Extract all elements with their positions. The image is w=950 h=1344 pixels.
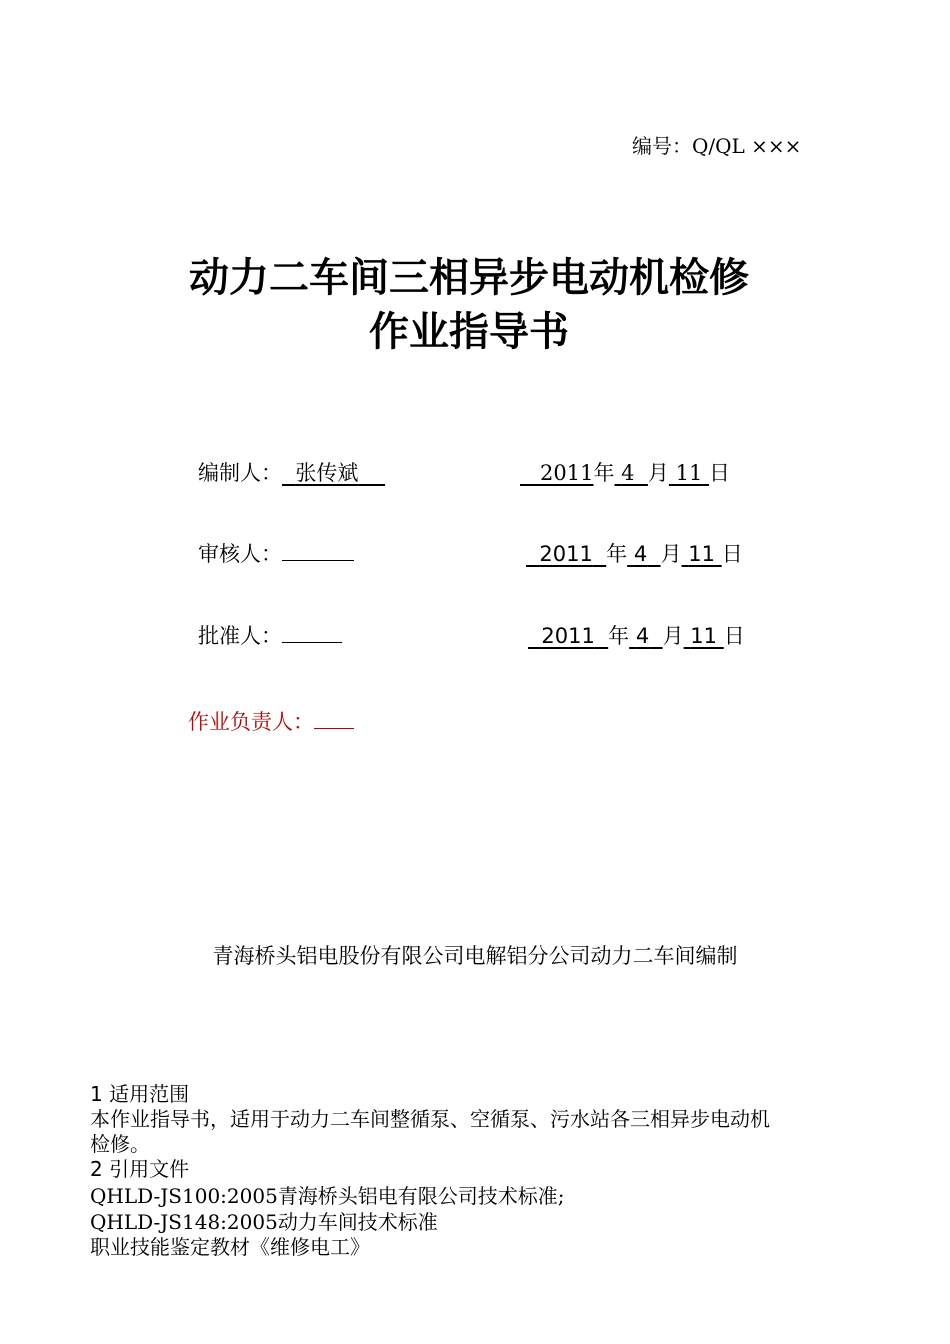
compiler-year-value: 2011 [540,461,594,485]
reviewer-blank [282,538,354,561]
approver-year [528,624,608,648]
section-1-text: 本作业指导书，适用于动力二车间整循泵、空循泵、污水站各三相异步电动机 [90,1107,770,1131]
reviewer-month [627,542,660,566]
reviewer-date [526,538,743,568]
section-2-heading: 2 引用文件 [90,1157,190,1181]
day-unit: 日 [709,461,731,485]
reviewer-row [198,538,354,568]
reviewer-year-value: 2011 [539,542,593,566]
year-unit: 年 [606,542,628,566]
issuing-unit: 青海桥头铝电股份有限公司电解铝分公司动力二车间编制 [212,944,738,968]
compiler-day [669,461,709,485]
responsible-blank [314,706,354,729]
compiler-label: 编制人： [198,461,282,485]
day-unit: 日 [721,542,743,566]
compiler-month [614,461,647,485]
approver-day [684,624,724,648]
reviewer-label: 审核人： [198,542,282,566]
approver-month-value: 4 [635,624,650,648]
approver-month [629,624,662,648]
year-unit: 年 [593,461,615,485]
compiler-name-field [282,461,385,485]
section-1-text: 检修。 [90,1132,150,1156]
compiler-month-value: 4 [621,461,635,485]
compiler-date [520,457,730,487]
compiler-name: 张传斌 [295,461,359,485]
document-number: 编号：Q/QL ××× [632,134,802,158]
day-unit: 日 [723,624,745,648]
approver-year-value: 2011 [541,624,595,648]
month-unit: 月 [660,542,682,566]
compiler-day-value: 11 [675,461,703,485]
approver-row [198,620,342,650]
month-unit: 月 [647,461,669,485]
approver-blank [282,620,342,643]
document-title-line-2: 作业指导书 [369,308,569,355]
responsible-row [188,706,354,736]
month-unit: 月 [662,624,684,648]
reference-item: QHLD-JS148:2005动力车间技术标准 [90,1210,438,1234]
responsible-label: 作业负责人： [188,710,314,734]
reviewer-day-value: 11 [688,542,716,566]
reference-item: 职业技能鉴定教材《维修电工》 [90,1235,370,1259]
reviewer-year [526,542,606,566]
approver-day-value: 11 [690,624,718,648]
reference-item: QHLD-JS100:2005青海桥头铝电有限公司技术标准; [90,1184,565,1208]
approver-label: 批准人： [198,624,282,648]
compiler-year [520,461,593,485]
year-unit: 年 [608,624,630,648]
section-1-heading: 1 适用范围 [90,1082,190,1106]
reviewer-month-value: 4 [633,542,648,566]
approver-date [528,620,745,650]
compiler-row [198,457,385,487]
reviewer-day [682,542,722,566]
document-title-line-1: 动力二车间三相异步电动机检修 [189,254,749,301]
